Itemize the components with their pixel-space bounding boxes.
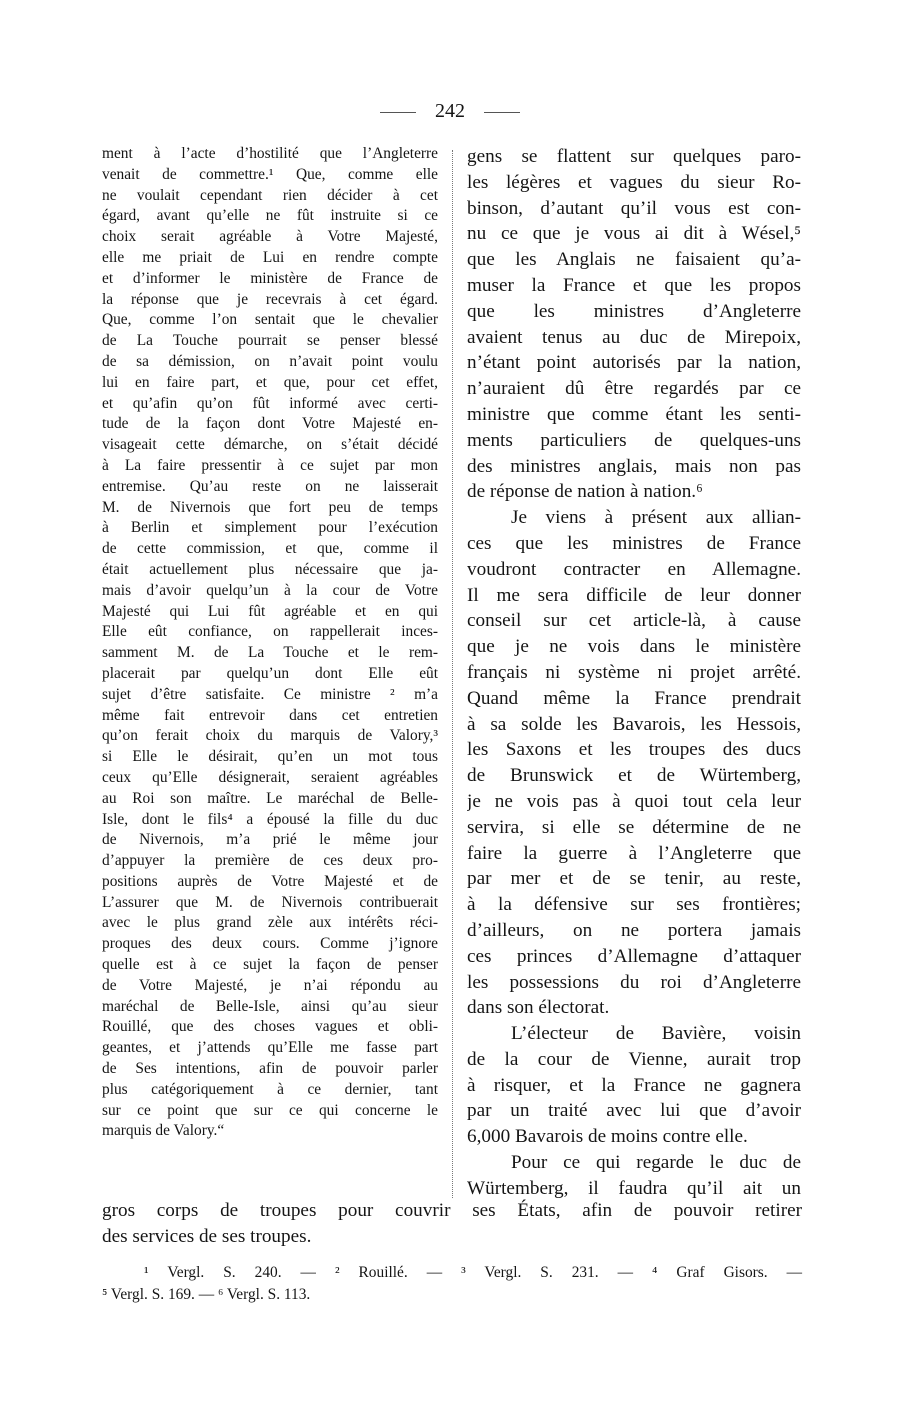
right-column [467,144,801,1202]
text-line: visageait cette démarche, on s’était décidé [102,436,438,454]
text-line: d’appuyer la première de ces deux pro- [102,852,438,870]
text-line: conseil sur cet article-là, à cause [467,610,801,632]
text-line: muser la France et que les propos [467,274,801,296]
text-line: de la cour de Vienne, aurait trop [467,1048,801,1070]
page-header [0,96,900,126]
text-line: samment M. de La Touche et le rem- [102,644,438,662]
text-line: de sa démission, on n’avait point voulu [102,352,438,370]
text-line: la réponse que je recevrais à cet égard. [102,290,438,308]
text-line: faire la guerre à l’Angleterre que [467,842,801,864]
text-line: les Saxons et les troupes des ducs [467,739,801,761]
text-line: gens se flattent sur quelques paro- [467,146,801,167]
text-line: qu’on ferait choix du marquis de Valory,³ [102,727,438,745]
text-line: que je ne vois dans le ministère [467,636,801,658]
text-line: de Brunswick et de Würtemberg, [467,765,801,787]
text-line: n’étant point autorisés par la nation, [467,352,801,374]
continuation-line: des services de ses troupes. [102,1225,312,1247]
text-line: sur ce point que sur ce qui concerne le [102,1101,438,1119]
text-line: avaient tenus au duc de Mirepoix, [467,326,801,348]
text-line: ceux qu’Elle désignerait, seraient agréables [102,768,438,786]
text-line: d’ailleurs, on ne portera jamais [467,919,801,941]
text-line: des ministres anglais, mais non pas [467,455,801,477]
text-line: Je viens à présent aux allian- [511,507,801,529]
text-line: nu ce que je vous ai dit à Wésel,⁵ [467,223,801,245]
text-line: que les ministres d’Angleterre [467,300,801,322]
text-line: quelle est à ce sujet la façon de penser [102,956,438,974]
text-line: ces princes d’Allemagne d’attaquer [467,945,801,967]
text-line: de La Touche pourrait se penser blessé [102,332,438,350]
text-line: par un traité avec lui que d’avoir [467,1100,801,1122]
text-line: Pour ce qui regarde le duc de [511,1152,801,1174]
text-line: marquis de Valory.“ [102,1122,225,1140]
text-line: Isle, dont le fils⁴ a épousé la fille du duc [102,810,438,828]
text-line: les possessions du roi d’Angleterre [467,971,801,993]
text-line: Würtemberg, il faudra qu’il ait un [467,1177,801,1199]
text-line: Majesté qui Lui fût agréable et en qui [102,602,438,620]
text-line: choix serait agréable à Votre Majesté, [102,228,438,246]
text-line: dans son électorat. [467,997,610,1019]
text-line: Que, comme l’on sentait que le chevalier [102,311,438,329]
column-divider [452,150,453,1198]
text-line: entremise. Qu’au reste on ne laisserait [102,477,438,495]
text-line: Il me sera difficile de leur donner [467,584,801,606]
text-line: de Votre Majesté, je n’ai répondu au [102,976,438,994]
text-line: si Elle le désirait, qu’en un mot tous [102,748,438,766]
text-line: je ne vois pas à quoi tout cela leur [467,790,801,812]
text-line: par mer et de se tenir, au reste, [467,868,801,890]
text-line: Rouillé, que des choses vagues et obli- [102,1018,438,1036]
text-line: positions auprès de Votre Majesté et de [102,872,438,890]
text-line: ments particuliers de quelques-uns [467,429,801,451]
text-line: lui en faire part, et que, pour cet effet, [102,373,438,391]
text-line: geantes, et j’attends qu’Elle me fasse part [102,1039,438,1057]
text-line: ces que les ministres de France [467,532,801,554]
text-line: à La faire pressentir à ce sujet par mon [102,456,438,474]
text-line: avec le plus grand zèle aux intérêts réci- [102,914,438,932]
text-line: maréchal de Belle-Isle, ainsi qu’au sieur [102,997,438,1015]
continuation-line: gros corps de troupes pour couvrir ses États, afin de pouvoir retirer [102,1200,802,1221]
text-line: même fait entrevoir dans cet entretien [102,706,438,724]
text-line: elle me priait de Lui en rendre compte [102,248,438,266]
text-line: tude de la façon dont Votre Majesté en- [102,415,438,433]
text-line: que les Anglais ne faisaient qu’a- [467,249,801,271]
footnote-line: ⁵ Vergl. S. 169. — ⁶ Vergl. S. 113. [102,1286,311,1303]
text-line: voudront contracter en Allemagne. [467,558,801,580]
text-line: ment à l’acte d’hostilité que l’Angleterre [102,145,438,162]
text-line: de réponse de nation à nation.⁶ [467,481,703,503]
text-line: 6,000 Bavarois de moins contre elle. [467,1126,748,1148]
text-line: de cette commission, et que, comme il [102,540,438,558]
footnote-line: ¹ Vergl. S. 240. — ² Rouillé. — ³ Vergl. S. 231. — ⁴ Graf Gisors. — [144,1264,802,1281]
text-line: de Ses intentions, afin de pouvoir parler [102,1060,438,1078]
text-line: sujet d’être satisfaite. Ce ministre ² m’a [102,685,438,703]
text-line: L’électeur de Bavière, voisin [511,1023,801,1045]
text-line: n’auraient dû être regardés par ce [467,378,801,400]
header-rule-left [380,112,416,113]
left-column [102,144,438,1142]
text-line: M. de Nivernois que fort peu de temps [102,498,438,516]
text-line: venait de commettre.¹ Que, comme elle [102,165,438,183]
text-line: à risquer, et la France ne gagnera [467,1074,801,1096]
text-line: plus catégoriquement à ce dernier, tant [102,1080,438,1098]
text-line: était actuellement plus nécessaire que ja- [102,560,438,578]
text-line: ne voulait cependant rien décider à cet [102,186,438,204]
text-line: égard, avant qu’elle ne fût instruite si ce [102,207,438,225]
text-line: à la défensive sur ses frontières; [467,894,801,916]
text-line: Quand même la France prendrait [467,687,801,709]
text-line: à sa solde les Bavarois, les Hessois, [467,713,801,735]
text-line: servira, si elle se détermine de ne [467,816,801,838]
text-line: ministre que comme étant les senti- [467,403,801,425]
text-line: binson, d’autant qu’il vous est con- [467,197,801,219]
text-line: placerait par quelqu’un dont Elle eût [102,664,438,682]
text-line: français ni système ni projet arrêté. [467,661,801,683]
text-line: au Roi son maître. Le maréchal de Belle- [102,789,438,807]
text-line: mais d’avoir quelqu’un à la cour de Votre [102,581,438,599]
text-line: et d’informer le ministère de France de [102,269,438,287]
text-line: les légères et vagues du sieur Ro- [467,171,801,193]
header-rule-right [484,112,520,113]
text-line: de Nivernois, m’a prié le même jour [102,831,438,849]
text-line: Elle eût confiance, on rappellerait inces- [102,623,438,641]
page-number: 242 [435,100,465,122]
full-width-continuation [102,1198,802,1250]
text-line: à Berlin et simplement pour l’exécution [102,519,438,537]
text-line: L’assurer que M. de Nivernois contribuerait [102,893,438,911]
text-line: et qu’afin qu’on fût informé avec certi- [102,394,438,412]
text-line: proques des deux cours. Comme j’ignore [102,935,438,953]
footnotes [102,1262,802,1306]
